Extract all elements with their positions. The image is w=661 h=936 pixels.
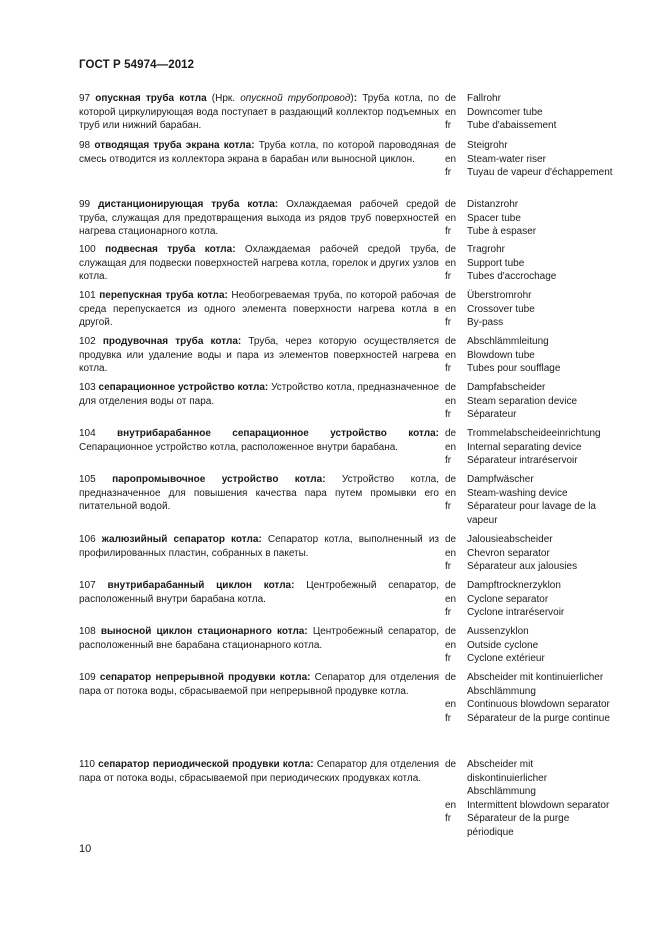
translation-de xyxy=(445,533,615,547)
lang-code: fr xyxy=(445,271,452,282)
term-definition xyxy=(79,473,439,514)
lang-code: de xyxy=(445,672,457,683)
translation-de xyxy=(445,92,615,106)
translation-fr xyxy=(445,270,615,284)
lang-code: en xyxy=(445,303,457,315)
translation-en xyxy=(445,487,615,501)
translation-term: Séparateur aux jalousies xyxy=(467,561,578,572)
translation-term: Fallrohr xyxy=(467,93,501,104)
translation-term: Aussenzyklon xyxy=(467,626,529,637)
translation-term: Cyclone intraréservoir xyxy=(467,607,565,618)
term-text: опускная труба котла (Нрк. опускной трубопровод): Труба котла, по которой циркулирующая вода поступает в раздающий коллектор подъемных труб или нижний барабан. xyxy=(79,93,440,131)
term-definition xyxy=(79,289,439,330)
translations xyxy=(445,671,615,725)
term-text: отводящая труба экрана котла: Труба котла, по которой пароводяная смесь отводится из коллектора экрана в барабан или выносной циклон. xyxy=(79,140,439,165)
translation-term: Tragrohr xyxy=(467,244,505,255)
translation-term: Tubes pour soufflage xyxy=(467,363,561,374)
translation-term: Tubes d'accrochage xyxy=(467,271,557,282)
lang-code: de xyxy=(445,474,457,485)
lang-code: fr xyxy=(445,561,452,572)
term-number: 100 xyxy=(79,244,106,255)
translation-term: Abscheider mit diskontinuierlicher Abschlämmung xyxy=(467,759,548,797)
term-text: внутрибарабанный циклон котла: Центробежный сепаратор, расположенный внутри барабана котла. xyxy=(79,580,440,605)
lang-code: de xyxy=(445,580,457,591)
translation-term: Outside cyclone xyxy=(467,639,539,651)
translation-de xyxy=(445,139,615,153)
translation-term: Chevron separator xyxy=(467,547,550,559)
translation-term: Séparateur de la purge périodique xyxy=(467,813,570,838)
lang-code: en xyxy=(445,349,457,361)
lang-code: en xyxy=(445,212,457,224)
lang-code: en xyxy=(445,547,457,559)
translation-en xyxy=(445,257,615,271)
translation-term: Crossover tube xyxy=(467,303,535,315)
translation-fr xyxy=(445,652,615,666)
term-text: сепаратор непрерывной продувки котла: Сепаратор для отделения пара от потока воды, сбрасываемой при непрерывной продувке котла. xyxy=(79,672,439,697)
translation-term: Séparateur pour lavage de la vapeur xyxy=(467,501,596,526)
translations xyxy=(445,473,615,527)
translation-en xyxy=(445,153,615,167)
translation-fr xyxy=(445,362,615,376)
lang-code: fr xyxy=(445,317,452,328)
lang-code: fr xyxy=(445,409,452,420)
translations xyxy=(445,758,615,839)
term-text: продувочная труба котла: Труба, через которую осуществляется продувка или удаление воды и пара из элементов поверхностей нагрева котла. xyxy=(79,336,440,374)
term-definition xyxy=(79,139,439,166)
translations xyxy=(445,579,615,620)
translation-fr xyxy=(445,454,615,468)
translation-term: Tuyau de vapeur d'échappement xyxy=(467,167,613,178)
translation-term: Steam-water riser xyxy=(467,153,546,165)
translations xyxy=(445,198,615,239)
translation-term: By-pass xyxy=(467,317,504,328)
term-number: 103 xyxy=(79,382,99,393)
lang-code: de xyxy=(445,534,457,545)
lang-code: en xyxy=(445,106,457,118)
term-number: 101 xyxy=(79,290,100,301)
translation-term: Trommelabscheideeinrichtung xyxy=(467,428,601,439)
term-definition xyxy=(79,579,439,606)
lang-code: en xyxy=(445,699,457,710)
term-number: 102 xyxy=(79,336,103,347)
translation-fr xyxy=(445,500,615,527)
lang-code: en xyxy=(445,257,457,269)
term-definition xyxy=(79,243,439,284)
term-definition xyxy=(79,533,439,560)
lang-code: fr xyxy=(445,455,452,466)
translation-en xyxy=(445,547,615,561)
translation-de xyxy=(445,625,615,639)
translation-de xyxy=(445,243,615,257)
term-text: сепарационное устройство котла: Устройство котла, предназначенное для отделения воды от пара. xyxy=(79,382,440,407)
translation-de xyxy=(445,427,615,441)
term-definition xyxy=(79,427,439,454)
lang-code: en xyxy=(445,593,457,605)
translation-term: Abschlämmleitung xyxy=(467,336,549,347)
term-number: 109 xyxy=(79,672,100,683)
document-header: ГОСТ Р 54974—2012 xyxy=(79,59,195,71)
lang-code: fr xyxy=(445,501,452,512)
translation-fr xyxy=(445,606,615,620)
lang-code: en xyxy=(445,441,457,453)
term-definition xyxy=(79,198,439,239)
translation-en xyxy=(445,639,615,653)
term-text: подвесная труба котла: Охлаждаемая рабочей средой труба, служащая для подвески поверхностей нагрева котла, горелок и других узлов котла. xyxy=(79,244,439,282)
lang-code: de xyxy=(445,140,457,151)
translations xyxy=(445,381,615,422)
term-number: 104 xyxy=(79,428,118,439)
translation-term: Steam-washing device xyxy=(467,487,568,499)
translation-en xyxy=(445,212,615,226)
translation-term: Distanzrohr xyxy=(467,199,519,210)
term-text: жалюзийный сепаратор котла: Сепаратор котла, выполненный из профилированных пластин, собранных в пакеты. xyxy=(79,534,439,559)
term-number: 110 xyxy=(79,759,99,770)
lang-code: en xyxy=(445,639,457,651)
term-definition xyxy=(79,758,439,785)
translations xyxy=(445,335,615,376)
term-text: сепаратор периодической продувки котла: Сепаратор для отделения пара от потока воды, сбрасываемой при периодических продувках котла. xyxy=(79,759,439,784)
translation-fr xyxy=(445,119,615,133)
translation-en xyxy=(445,303,615,317)
lang-code: de xyxy=(445,336,457,347)
translation-term: Dampfwäscher xyxy=(467,474,534,485)
lang-code: de xyxy=(445,199,457,210)
lang-code: de xyxy=(445,626,457,637)
translation-term: Tube d'abaissement xyxy=(467,120,557,131)
lang-code: de xyxy=(445,93,457,104)
lang-code: fr xyxy=(445,363,452,374)
term-text: дистанционирующая труба котла: Охлаждаемая рабочей средой труба, служащая для предотвращения выхода из рядов труб поверхностей нагрева стационарного котла. xyxy=(79,199,440,237)
translation-term: Spacer tube xyxy=(467,212,521,224)
lang-code: en xyxy=(445,799,457,811)
translation-term: Internal separating device xyxy=(467,441,582,453)
term-number: 106 xyxy=(79,534,102,545)
translation-de xyxy=(445,198,615,212)
translation-de xyxy=(445,758,615,799)
translation-term: Séparateur xyxy=(467,409,517,420)
translations xyxy=(445,625,615,666)
translations xyxy=(445,289,615,330)
translation-de xyxy=(445,579,615,593)
lang-code: de xyxy=(445,244,457,255)
translation-term: Überstromrohr xyxy=(467,290,532,301)
translation-fr xyxy=(445,316,615,330)
page-number: 10 xyxy=(79,843,92,855)
translation-term: Dampfabscheider xyxy=(467,382,546,393)
translation-term: Jalousieabscheider xyxy=(467,534,553,545)
term-definition xyxy=(79,381,439,408)
translation-term: Continuous blowdown separator xyxy=(467,699,610,710)
term-text: внутрибарабанное сепарационное устройство котла: Сепарационное устройство котла, расположенное внутри барабана. xyxy=(79,428,439,453)
term-text: перепускная труба котла: Необогреваемая труба, по которой рабочая среда перепускается из одного элемента поверхности нагрева котла в другой. xyxy=(79,290,439,328)
lang-code: en xyxy=(445,487,457,499)
translation-fr xyxy=(445,560,615,574)
translation-term: Steam separation device xyxy=(467,395,578,407)
term-number: 107 xyxy=(79,580,108,591)
lang-code: de xyxy=(445,759,457,770)
translation-fr xyxy=(445,812,615,839)
term-definition xyxy=(79,335,439,376)
translation-en xyxy=(445,441,615,455)
translations xyxy=(445,243,615,284)
lang-code: de xyxy=(445,290,457,301)
term-number: 99 xyxy=(79,199,99,210)
term-definition xyxy=(79,671,439,698)
lang-code: fr xyxy=(445,167,452,178)
lang-code: fr xyxy=(445,712,452,724)
translation-de xyxy=(445,473,615,487)
lang-code: fr xyxy=(445,226,452,237)
translation-term: Cyclone separator xyxy=(467,593,549,605)
translation-term: Cyclone extérieur xyxy=(467,653,545,664)
translation-de xyxy=(445,671,615,698)
translation-term: Abscheider mit kontinuierlicher Abschlämmung xyxy=(467,672,604,697)
translation-en xyxy=(445,349,615,363)
lang-code: de xyxy=(445,382,457,393)
lang-code: fr xyxy=(445,813,452,824)
translation-term: Support tube xyxy=(467,257,525,269)
translations xyxy=(445,139,615,180)
lang-code: en xyxy=(445,395,457,407)
translation-fr xyxy=(445,712,615,726)
translations xyxy=(445,427,615,468)
translation-fr xyxy=(445,225,615,239)
translations xyxy=(445,533,615,574)
translation-de xyxy=(445,381,615,395)
lang-code: fr xyxy=(445,120,452,131)
translation-en xyxy=(445,799,615,813)
translation-fr xyxy=(445,408,615,422)
translation-en xyxy=(445,106,615,120)
term-number: 97 xyxy=(79,93,96,104)
translation-de xyxy=(445,289,615,303)
translation-fr xyxy=(445,166,615,180)
translation-term: Intermittent blowdown separator xyxy=(467,799,610,811)
lang-code: de xyxy=(445,428,457,439)
translation-term: Séparateur de la purge continue xyxy=(467,712,610,724)
term-definition xyxy=(79,92,439,133)
translation-term: Dampftrocknerzyklon xyxy=(467,580,561,591)
term-definition xyxy=(79,625,439,652)
term-number: 98 xyxy=(79,140,95,151)
lang-code: fr xyxy=(445,653,452,664)
translation-term: Séparateur intraréservoir xyxy=(467,455,578,466)
lang-code: en xyxy=(445,153,457,165)
term-text: паропромывочное устройство котла: Устройство котла, предназначенное для повышения качества пара путем промывки его питательной водой. xyxy=(79,474,439,512)
translation-term: Downcomer tube xyxy=(467,106,543,118)
translation-de xyxy=(445,335,615,349)
term-text: выносной циклон стационарного котла: Центробежный сепаратор, расположенный вне барабана стационарного котла. xyxy=(79,626,439,651)
lang-code: fr xyxy=(445,607,452,618)
translation-en xyxy=(445,593,615,607)
translation-en xyxy=(445,395,615,409)
term-number: 105 xyxy=(79,474,113,485)
translation-term: Steigrohr xyxy=(467,140,508,151)
translation-en xyxy=(445,698,615,712)
term-number: 108 xyxy=(79,626,101,637)
translation-term: Blowdown tube xyxy=(467,349,535,361)
translations xyxy=(445,92,615,133)
translation-term: Tube à espaser xyxy=(467,226,537,237)
